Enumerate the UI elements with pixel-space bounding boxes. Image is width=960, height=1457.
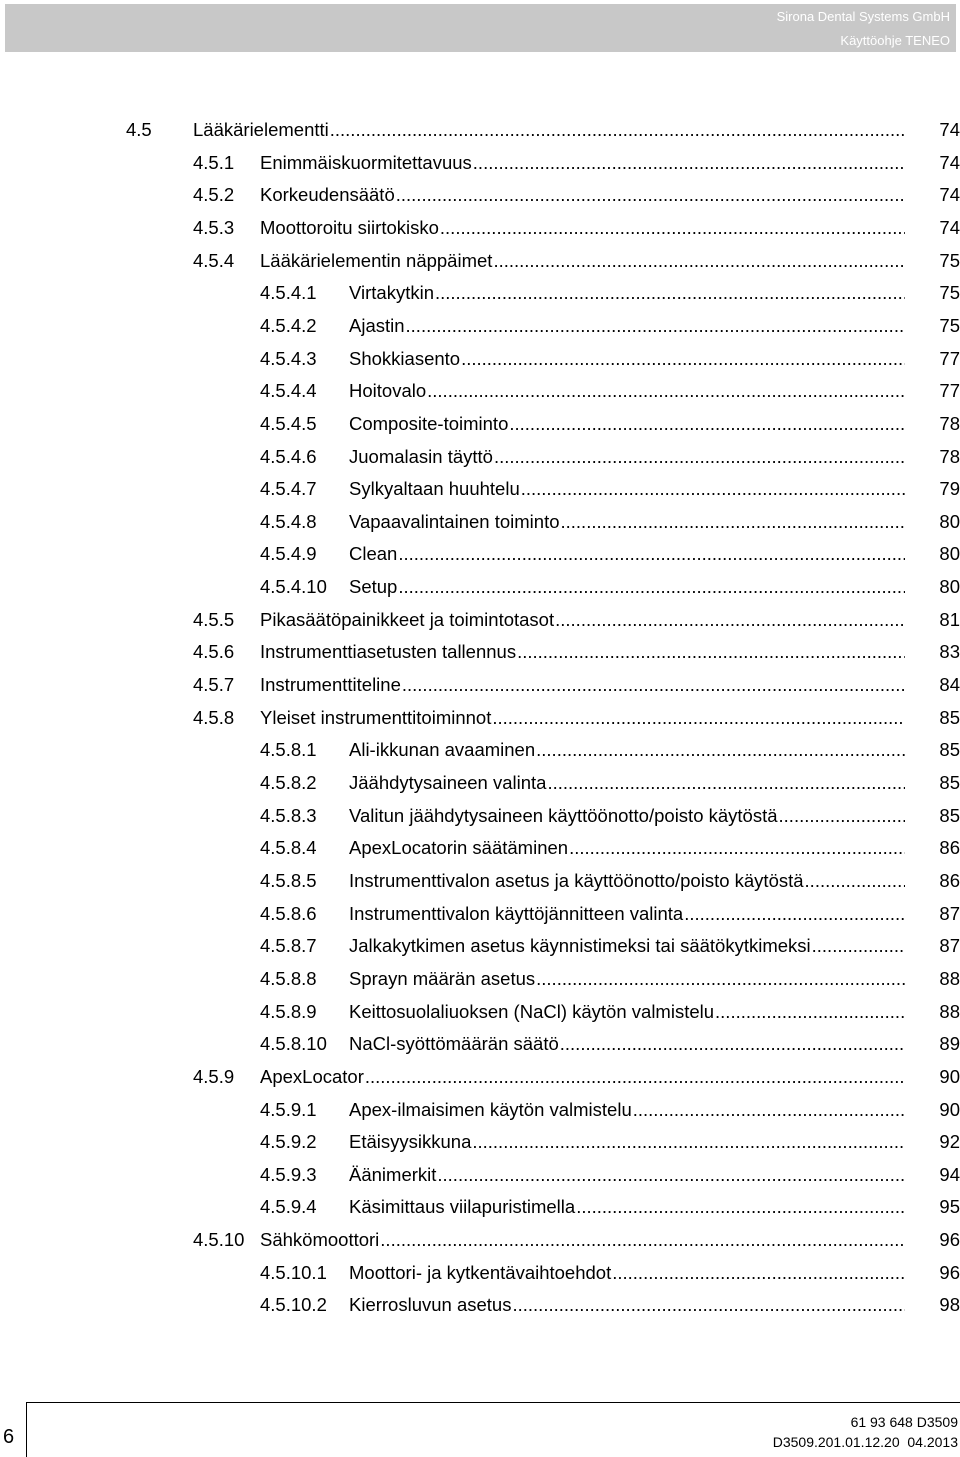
toc-entry-number: 4.5.8.8	[260, 967, 317, 989]
footer-order-number: 61 93 648 D3509	[850, 1414, 958, 1430]
toc-entry-title: Käsimittaus viilapuristimella	[349, 1196, 576, 1218]
toc-dot-leader	[536, 733, 905, 766]
toc-entry-page: 92	[939, 1131, 960, 1153]
toc-entry[interactable]	[0, 733, 960, 766]
toc-dot-leader	[715, 995, 905, 1028]
toc-entry-page: 85	[939, 804, 960, 826]
toc-entry-title: Lääkärielementin näppäimet	[260, 249, 493, 271]
toc-entry-title: Sylkyaltaan huuhtelu	[349, 478, 520, 500]
toc-entry[interactable]	[0, 570, 960, 603]
toc-entry-page: 94	[939, 1163, 960, 1185]
toc-entry-title: Keittosuolaliuoksen (NaCl) käytön valmistelu	[349, 1000, 715, 1022]
toc-dot-leader	[521, 472, 905, 505]
toc-dot-leader	[569, 831, 905, 864]
toc-entry[interactable]	[0, 864, 960, 897]
toc-entry-number: 4.5.4.6	[260, 445, 317, 467]
toc-dot-leader	[427, 374, 905, 407]
toc-dot-leader	[396, 178, 905, 211]
toc-entry-title: Setup	[349, 576, 398, 598]
toc-dot-leader	[547, 766, 905, 799]
toc-entry-page: 87	[939, 935, 960, 957]
toc-entry[interactable]	[0, 995, 960, 1028]
footer-vertical-divider	[26, 1402, 27, 1457]
toc-entry-number: 4.5.8.2	[260, 772, 317, 793]
toc-entry-number: 4.5.4.8	[260, 510, 317, 532]
toc-entry-title: ApexLocator	[260, 1065, 364, 1087]
toc-entry-title: Korkeudensäätö	[260, 184, 395, 206]
toc-entry-title: Yleiset instrumenttitoiminnot	[260, 706, 492, 728]
header-company: Sirona Dental Systems GmbH	[776, 9, 950, 24]
toc-entry-number: 4.5.4.5	[260, 412, 317, 434]
toc-entry-number: 4.5.8.7	[260, 935, 317, 957]
toc-entry-title: Juomalasin täyttö	[349, 445, 493, 467]
toc-dot-leader	[492, 701, 905, 734]
toc-entry[interactable]	[0, 603, 960, 636]
toc-entry-page: 81	[939, 608, 960, 630]
toc-entry-number: 4.5.4	[193, 249, 235, 271]
toc-entry-page: 95	[939, 1196, 960, 1218]
toc-entry-title: Kierrosluvun asetus	[349, 1294, 512, 1316]
toc-dot-leader	[517, 635, 905, 668]
toc-entry-number: 4.5.9.2	[260, 1131, 317, 1153]
toc-entry-title: Moottoroitu siirtokisko	[260, 216, 439, 238]
toc-dot-leader	[494, 440, 905, 473]
toc-entry[interactable]	[0, 799, 960, 832]
toc-entry-page: 74	[939, 119, 960, 140]
toc-entry-page: 74	[939, 151, 960, 173]
toc-entry-page: 85	[939, 739, 960, 761]
toc-entry-number: 4.5.1	[193, 151, 235, 173]
toc-entry-page: 85	[939, 706, 960, 728]
toc-dot-leader	[406, 309, 905, 342]
toc-dot-leader	[612, 1256, 905, 1289]
toc-dot-leader	[440, 211, 905, 244]
toc-entry-number: 4.5.4.3	[260, 347, 317, 369]
toc-entry[interactable]	[0, 766, 960, 799]
toc-entry[interactable]	[0, 211, 960, 244]
toc-entry-page: 77	[939, 347, 960, 369]
toc-entry-title: Composite-toiminto	[349, 412, 509, 434]
toc-entry-page: 80	[939, 576, 960, 598]
toc-entry[interactable]	[0, 831, 960, 864]
toc-entry-number: 4.5.10.2	[260, 1294, 327, 1316]
toc-entry-number: 4.5.9.4	[260, 1196, 317, 1218]
toc-entry-page: 88	[939, 1000, 960, 1022]
toc-entry-title: Valitun jäähdytysaineen käyttöönotto/poisto käytöstä	[349, 804, 778, 826]
toc-dot-leader	[812, 929, 905, 962]
toc-dot-leader	[461, 342, 905, 375]
toc-dot-leader	[684, 897, 905, 930]
toc-entry-number: 4.5.4.7	[260, 478, 317, 500]
toc-dot-leader	[472, 1125, 905, 1158]
toc-entry-title: Jalkakytkimen asetus käynnistimeksi tai säätökytkimeksi	[349, 935, 811, 957]
toc-entry-title: Instrumenttiasetusten tallennus	[260, 641, 517, 663]
toc-entry-page: 86	[939, 837, 960, 859]
toc-entry-title: Clean	[349, 543, 398, 565]
toc-entry-number: 4.5.10.1	[260, 1261, 327, 1283]
toc-entry-number: 4.5.8.10	[260, 1033, 327, 1055]
toc-entry-title: Instrumenttivalon asetus ja käyttöönotto/poisto käytöstä	[349, 869, 804, 891]
toc-entry-title: ApexLocatorin säätäminen	[349, 837, 569, 859]
toc-entry[interactable]	[0, 244, 960, 277]
footer-doc-code: D3509.201.01.12.20	[772, 1434, 900, 1450]
toc-entry-title: Sähkömoottori	[260, 1229, 380, 1251]
toc-entry-page: 77	[939, 380, 960, 402]
toc-entry-title: Shokkiasento	[349, 347, 461, 369]
toc-entry-page: 83	[939, 641, 960, 663]
toc-entry[interactable]	[0, 374, 960, 407]
toc-dot-leader	[561, 505, 906, 538]
toc-entry-number: 4.5.10	[193, 1229, 245, 1251]
toc-entry-number: 4.5.8.4	[260, 837, 317, 859]
toc-entry-page: 74	[939, 216, 960, 238]
toc-entry[interactable]	[0, 505, 960, 538]
toc-entry-number: 4.5.3	[193, 216, 235, 238]
toc-entry-number: 4.5.8.9	[260, 1000, 317, 1022]
toc-entry-title: NaCl-syöttömäärän säätö	[349, 1033, 559, 1055]
toc-entry[interactable]	[0, 309, 960, 342]
toc-entry-page: 78	[939, 412, 960, 434]
toc-entry-page: 75	[939, 282, 960, 304]
toc-entry-title: Sprayn määrän asetus	[349, 967, 536, 989]
toc-entry[interactable]	[0, 1125, 960, 1158]
toc-entry-page: 86	[939, 869, 960, 891]
toc-entry-title: Vapaavalintainen toiminto	[349, 510, 560, 532]
header-manual-title: Käyttöohje TENEO	[840, 33, 950, 48]
toc-entry-page: 90	[939, 1065, 960, 1087]
header-bar	[5, 4, 956, 52]
toc-entry-number: 4.5.9.3	[260, 1163, 317, 1185]
toc-dot-leader	[805, 864, 905, 897]
toc-entry[interactable]	[0, 1223, 960, 1256]
toc-entry-number: 4.5.7	[193, 674, 235, 696]
toc-entry-page: 78	[939, 445, 960, 467]
toc-entry[interactable]	[0, 635, 960, 668]
toc-entry-number: 4.5.2	[193, 184, 235, 206]
toc-entry-number: 4.5.4.1	[260, 282, 317, 304]
toc-dot-leader	[576, 1190, 905, 1223]
toc-entry-number: 4.5.8.1	[260, 739, 317, 761]
toc-entry[interactable]	[0, 1256, 960, 1289]
toc-entry[interactable]	[0, 407, 960, 440]
toc-entry[interactable]	[0, 472, 960, 505]
toc-entry-title: Lääkärielementti	[193, 119, 329, 140]
footer-divider	[26, 1402, 960, 1403]
toc-dot-leader	[380, 1223, 905, 1256]
toc-entry-page: 87	[939, 902, 960, 924]
toc-dot-leader	[493, 244, 905, 277]
toc-entry-number: 4.5.6	[193, 641, 235, 663]
toc-entry-number: 4.5.9	[193, 1065, 235, 1087]
toc-entry-page: 84	[939, 674, 960, 696]
toc-entry[interactable]	[0, 929, 960, 962]
toc-entry-number: 4.5.4.10	[260, 576, 327, 598]
toc-entry-title: Moottori- ja kytkentävaihtoehdot	[349, 1261, 612, 1283]
toc-entry[interactable]	[0, 113, 960, 146]
toc-entry-title: Instrumenttiteline	[260, 674, 401, 696]
toc-entry[interactable]	[0, 1027, 960, 1060]
toc-entry-page: 75	[939, 314, 960, 336]
toc-entry-title: Etäisyysikkuna	[349, 1131, 472, 1153]
toc-dot-leader	[330, 113, 905, 146]
toc-entry-title: Äänimerkit	[349, 1163, 437, 1185]
toc-dot-leader	[536, 962, 905, 995]
toc-entry-page: 75	[939, 249, 960, 271]
toc-entry-number: 4.5.4.4	[260, 380, 317, 402]
toc-entry[interactable]	[0, 1288, 960, 1321]
toc-entry-number: 4.5.5	[193, 608, 235, 630]
toc-dot-leader	[560, 1027, 905, 1060]
footer-doc-code-date	[773, 1434, 958, 1450]
toc-entry-page: 96	[939, 1229, 960, 1251]
toc-dot-leader	[779, 799, 905, 832]
toc-entry-page: 88	[939, 967, 960, 989]
toc-entry-title: Virtakytkin	[349, 282, 434, 304]
toc-entry-title: Ali-ikkunan avaaminen	[349, 739, 536, 761]
toc-dot-leader	[555, 603, 905, 636]
toc-dot-leader	[633, 1093, 905, 1126]
toc-entry-page: 90	[939, 1098, 960, 1120]
page-number: 6	[3, 1426, 15, 1448]
toc-entry-title: Pikasäätöpainikkeet ja toimintotasot	[260, 608, 555, 630]
toc-entry-page: 96	[939, 1261, 960, 1283]
toc-entry[interactable]	[0, 1093, 960, 1126]
toc-entry-number: 4.5	[126, 119, 152, 140]
toc-entry[interactable]	[0, 1158, 960, 1191]
toc-entry-page: 98	[939, 1294, 960, 1316]
toc-dot-leader	[365, 1060, 905, 1093]
toc-entry[interactable]	[0, 668, 960, 701]
toc-entry-page: 89	[939, 1033, 960, 1055]
toc-entry[interactable]	[0, 440, 960, 473]
toc-dot-leader	[402, 668, 905, 701]
toc-entry-title: Instrumenttivalon käyttöjännitteen valinta	[349, 902, 684, 924]
toc-entry[interactable]	[0, 962, 960, 995]
toc-entry-title: Apex-ilmaisimen käytön valmistelu	[349, 1098, 632, 1120]
toc-entry-page: 79	[939, 478, 960, 500]
toc-dot-leader	[473, 146, 905, 179]
footer-date: 04.2013	[907, 1434, 958, 1450]
toc-entry[interactable]	[0, 146, 960, 179]
toc-entry[interactable]	[0, 537, 960, 570]
toc-entry-page: 80	[939, 543, 960, 565]
toc-dot-leader	[437, 1158, 905, 1191]
toc-entry[interactable]	[0, 276, 960, 309]
toc-entry-number: 4.5.9.1	[260, 1098, 317, 1120]
toc-entry-title: Ajastin	[349, 314, 405, 336]
toc-entry[interactable]	[0, 342, 960, 375]
toc-entry[interactable]	[0, 1060, 960, 1093]
toc-entry[interactable]	[0, 1190, 960, 1223]
toc-entry-number: 4.5.8.3	[260, 804, 317, 826]
toc-entry-number: 4.5.8.6	[260, 902, 317, 924]
toc-entry-number: 4.5.4.2	[260, 314, 317, 336]
toc-entry[interactable]	[0, 178, 960, 211]
toc-entry-title: Enimmäiskuormitettavuus	[260, 151, 472, 173]
toc-entry-number: 4.5.8	[193, 706, 235, 728]
toc-entry-page: 85	[939, 772, 960, 793]
toc-entry-page: 74	[939, 184, 960, 206]
toc-dot-leader	[512, 1288, 905, 1321]
toc-dot-leader	[435, 276, 905, 309]
toc-entry-number: 4.5.8.5	[260, 869, 317, 891]
toc-entry[interactable]	[0, 701, 960, 734]
toc-dot-leader	[398, 570, 905, 603]
toc-dot-leader	[398, 537, 905, 570]
toc-entry[interactable]	[0, 897, 960, 930]
toc-entry-number: 4.5.4.9	[260, 543, 317, 565]
toc-entry-page: 80	[939, 510, 960, 532]
toc-dot-leader	[509, 407, 905, 440]
toc-entry-title: Jäähdytysaineen valinta	[349, 772, 547, 793]
toc-entry-title: Hoitovalo	[349, 380, 427, 402]
